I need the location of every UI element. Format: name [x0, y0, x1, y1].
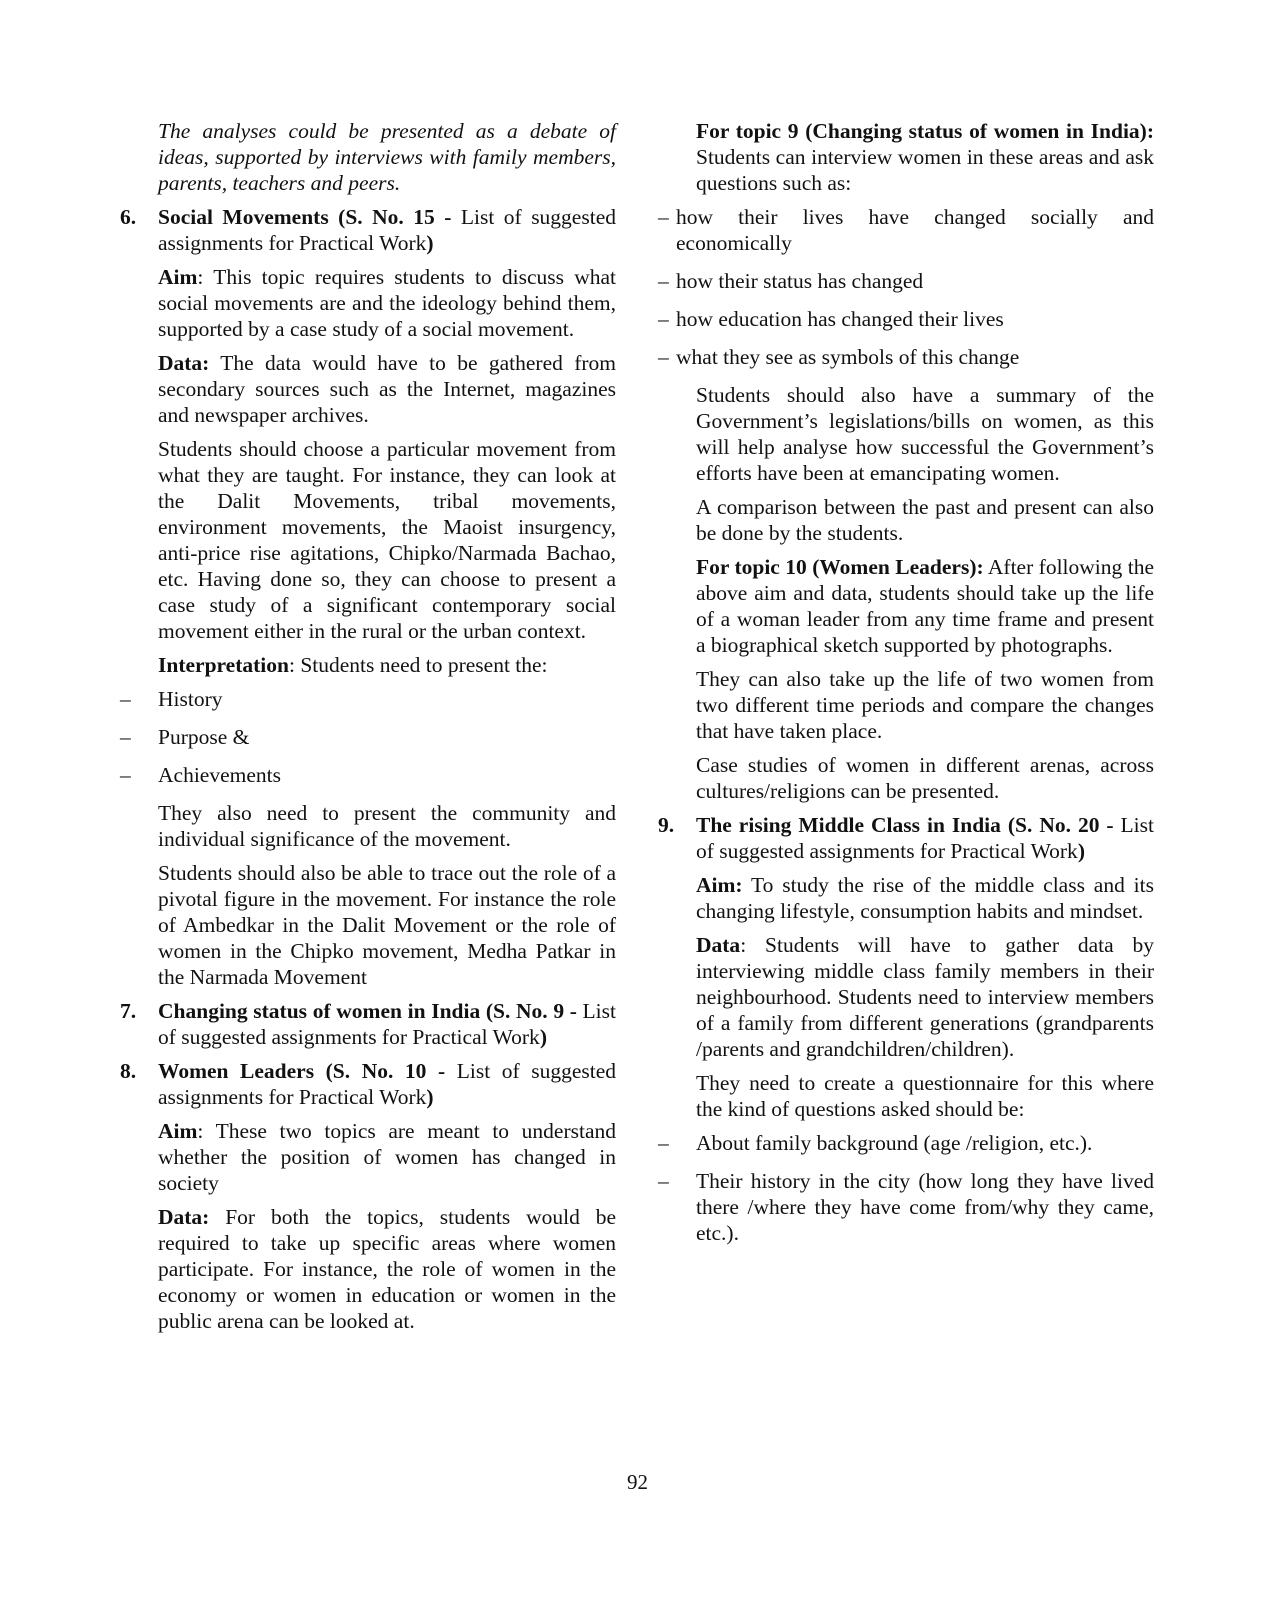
movement-choice-paragraph: Students should choose a particular movement from what they are taught. For instance, they can look at the Dalit Movements, tribal movements, environment movements, the Maoist insurgency, anti-price rise agitations, Chipko/Narmada Bachao, etc. Having done so, they can choose to present a case study of a significant contemporary social movement either in the rural or the urban context.: [158, 437, 616, 643]
list-item: – what they see as symbols of this change: [658, 345, 1020, 369]
item-number: 6.: [120, 205, 137, 229]
dash-bullet-icon: –: [658, 1131, 669, 1155]
dash-bullet-icon: –: [658, 345, 669, 369]
list-item: – History: [120, 687, 223, 711]
right-column: [658, 118, 1154, 1258]
aim-9-paragraph: Aim: To study the rise of the middle class and its changing lifestyle, consumption habits and mindset.: [696, 873, 1154, 923]
legislation-summary-paragraph: Students should also have a summary of the Government’s legislations/bills on women, as this will help analyse how successful the Government’s efforts have been at emancipating women.: [696, 383, 1154, 485]
item-title: Women Leaders (S. No. 10 -: [158, 1059, 446, 1083]
questionnaire-paragraph: They need to create a questionnaire for this where the kind of questions asked should be:: [696, 1071, 1154, 1121]
topic-9-question-list: [658, 204, 1154, 370]
two-women-paragraph: They can also take up the life of two women from two different time periods and compare the changes that have taken place.: [696, 667, 1154, 743]
significance-paragraph: They also need to present the community and individual significance of the movement.: [158, 801, 616, 851]
dash-bullet-icon: –: [120, 725, 131, 749]
item-title: The rising Middle Class in India (S. No. 20 -: [696, 813, 1114, 837]
item-9-heading: 9. The rising Middle Class in India (S. No. 20 - List of suggested assignments for Practical Work): [658, 813, 1154, 863]
dash-bullet-icon: –: [658, 307, 669, 331]
item-number: 8.: [120, 1059, 137, 1083]
data-9-paragraph: Data: Students will have to gather data by interviewing middle class family members in their neighbourhood. Students need to interview members of a family from different generations (grandparents /parents and grandchildren/children).: [696, 933, 1154, 1061]
aim-6-paragraph: Aim: This topic requires students to discuss what social movements are and the ideology behind them, supported by a case study of a social movement.: [158, 265, 616, 341]
list-item: – Purpose &: [120, 725, 250, 749]
item-8-heading: 8. Women Leaders (S. No. 10 - List of suggested assignments for Practical Work): [120, 1059, 616, 1109]
case-studies-paragraph: Case studies of women in different arenas, across cultures/religions can be presented.: [696, 753, 1154, 803]
list-item: – how their lives have changed socially and economically: [658, 205, 1154, 255]
list-item: – how their status has changed: [658, 269, 924, 293]
item-subtitle: List of suggested assignments for Practical Work: [696, 813, 1154, 863]
interpretation-paragraph: Interpretation: Students need to present the:: [158, 653, 548, 677]
data-6-paragraph: Data: The data would have to be gathered from secondary sources such as the Internet, magazines and newspaper archives.: [158, 351, 616, 427]
left-column: [120, 118, 616, 1342]
dash-bullet-icon: –: [658, 269, 669, 293]
topic-9-paragraph: For topic 9 (Changing status of women in India): Students can interview women in these areas and ask questions such as:: [696, 119, 1154, 195]
item-6-heading: 6. Social Movements (S. No. 15 - List of suggested assignments for Practical Work): [120, 205, 616, 255]
item-7-heading: 7. Changing status of women in India (S. No. 9 - List of suggested assignments for Practical Work): [120, 999, 616, 1049]
questionnaire-list: [658, 1130, 1154, 1246]
item-subtitle: List of suggested assignments for Practical Work: [158, 999, 616, 1049]
list-item: – Their history in the city (how long they have lived there /where they have come from/why they came, etc.).: [658, 1169, 1154, 1245]
item-subtitle: List of suggested assignments for Practical Work: [158, 1059, 616, 1109]
list-item: – how education has changed their lives: [658, 307, 1004, 331]
item-title: Social Movements (S. No. 15 -: [158, 205, 452, 229]
aim-8-paragraph: Aim: These two topics are meant to understand whether the position of women has changed in society: [158, 1119, 616, 1195]
dash-bullet-icon: –: [658, 205, 669, 229]
dash-bullet-icon: –: [658, 1169, 669, 1193]
data-8-paragraph: Data: For both the topics, students would be required to take up specific areas where women participate. For instance, the role of women in the economy or women in education or women in the public arena can be looked at.: [158, 1205, 616, 1333]
page-number: 92: [627, 1470, 648, 1494]
interpretation-list: [120, 686, 616, 788]
item-subtitle: List of suggested assignments for Practical Work: [158, 205, 616, 255]
dash-bullet-icon: –: [120, 763, 131, 787]
item-number: 9.: [658, 813, 675, 837]
item-number: 7.: [120, 999, 137, 1023]
topic-10-paragraph: For topic 10 (Women Leaders): After following the above aim and data, students should take up the life of a woman leader from any time frame and present a biographical sketch supported by photographs.: [696, 555, 1154, 657]
comparison-paragraph: A comparison between the past and present can also be done by the students.: [696, 495, 1154, 545]
pivotal-figure-paragraph: Students should also be able to trace out the role of a pivotal figure in the movement. For instance the role of Ambedkar in the Dalit Movement or the role of women in the Chipko movement, Medha Patkar in the Narmada Movement: [158, 861, 616, 989]
item-title: Changing status of women in India (S. No. 9 -: [158, 999, 577, 1023]
list-item: – About family background (age /religion, etc.).: [658, 1131, 1093, 1155]
intro-paragraph: The analyses could be presented as a debate of ideas, supported by interviews with family members, parents, teachers and peers.: [158, 119, 616, 195]
list-item: – Achievements: [120, 763, 281, 787]
dash-bullet-icon: –: [120, 687, 131, 711]
